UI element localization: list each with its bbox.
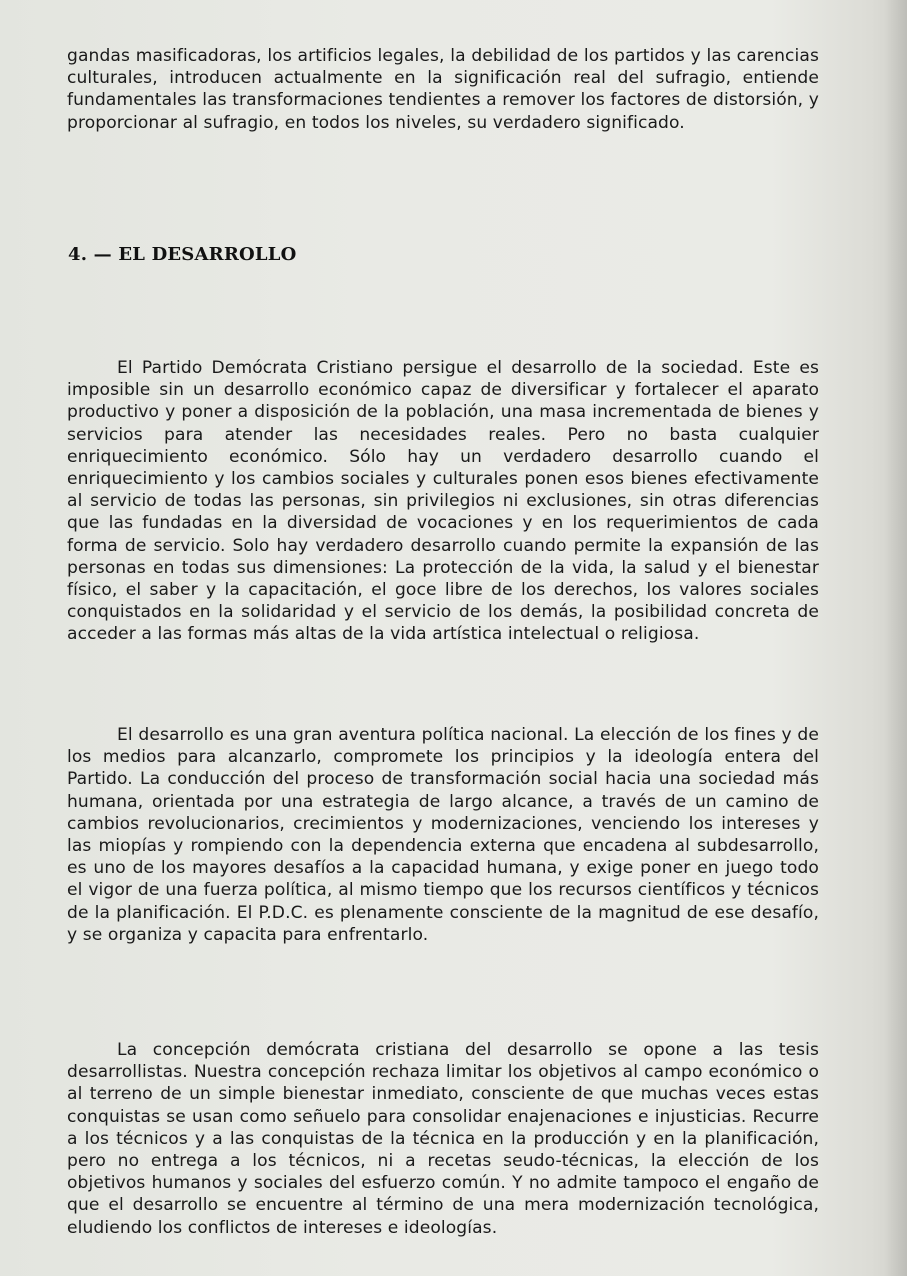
page-edge-shadow (885, 0, 907, 1276)
section-heading: 4. — EL DESARROLLO (68, 244, 297, 265)
paragraph-sufragio-continuation: gandas masificadoras, los artificios legales, la debilidad de los partidos y las carencias culturales, introducen actualmente en la significación real del sufragio, entiende fundamentales las transformaciones tendientes a remover los factores de distorsión, y proporcionar al sufragio, en todos los niveles, su verdadero significado. (67, 46, 819, 133)
paragraph-desarrollo-sociedad: El Partido Demócrata Cristiano persigue el desarrollo de la sociedad. Este es imposible sin un desarrollo económico capaz de diversificar y fortalecer el aparato productivo y poner a disposición de la población, una masa incrementada de bienes y servicios para atender las necesidades reales. Pero no basta cualquier enriquecimiento económico. Sólo hay un verdadero desarrollo cuando el enriquecimiento y los cambios sociales y culturales ponen esos bienes efectivamente al servicio de todas las personas, sin privilegios ni exclusiones, sin otras diferencias que las fundadas en la diversidad de vocaciones y en los requerimientos de cada forma de servicio. Solo hay verdadero desarrollo cuando permite la expansión de las personas en todas sus dimensiones: La protección de la vida, la salud y el bienestar físico, el saber y la capacitación, el goce libre de los derechos, los valores sociales conquistados en la solidaridad y el servicio de los demás, la posibilidad concreta de acceder a las formas más altas de la vida artística intelectual o religiosa. (67, 358, 819, 645)
paragraph-aventura-politica: El desarrollo es una gran aventura política nacional. La elección de los fines y de los medios para alcanzarlo, compromete los principios y la ideología entera del Partido. La conducción del proceso de transformación social hacia una sociedad más humana, orientada por una estrategia de largo alcance, a través de un camino de cambios revolucionarios, crecimientos y modernizaciones, venciendo los intereses y las miopías y rompiendo con la dependencia externa que encadena al subdesarrollo, es uno de los mayores desafíos a la capacidad humana, y exige poner en juego todo el vigor de una fuerza política, al mismo tiempo que los recursos científicos y técnicos de la planificación. El P.D.C. es plenamente consciente de la magnitud de ese desafío, y se organiza y capacita para enfrentarlo. (67, 725, 819, 945)
paragraph-concepcion-democrata: La concepción demócrata cristiana del desarrollo se opone a las tesis desarrollistas. Nuestra concepción rechaza limitar los objetivos al campo económico o al terreno de un simple bienestar inmediato, consciente de que muchas veces estas conquistas se usan como señuelo para consolidar enajenaciones e injusticias. Recurre a los técnicos y a las conquistas de la técnica en la producción y en la planificación, pero no entrega a los técnicos, ni a recetas seudo-técnicas, la elección de los objetivos humanos y sociales del esfuerzo común. Y no admite tampoco el engaño de que el desarrollo se encuentre al término de una mera modernización tecnológica, eludiendo los conflictos de intereses e ideologías. (67, 1040, 819, 1238)
